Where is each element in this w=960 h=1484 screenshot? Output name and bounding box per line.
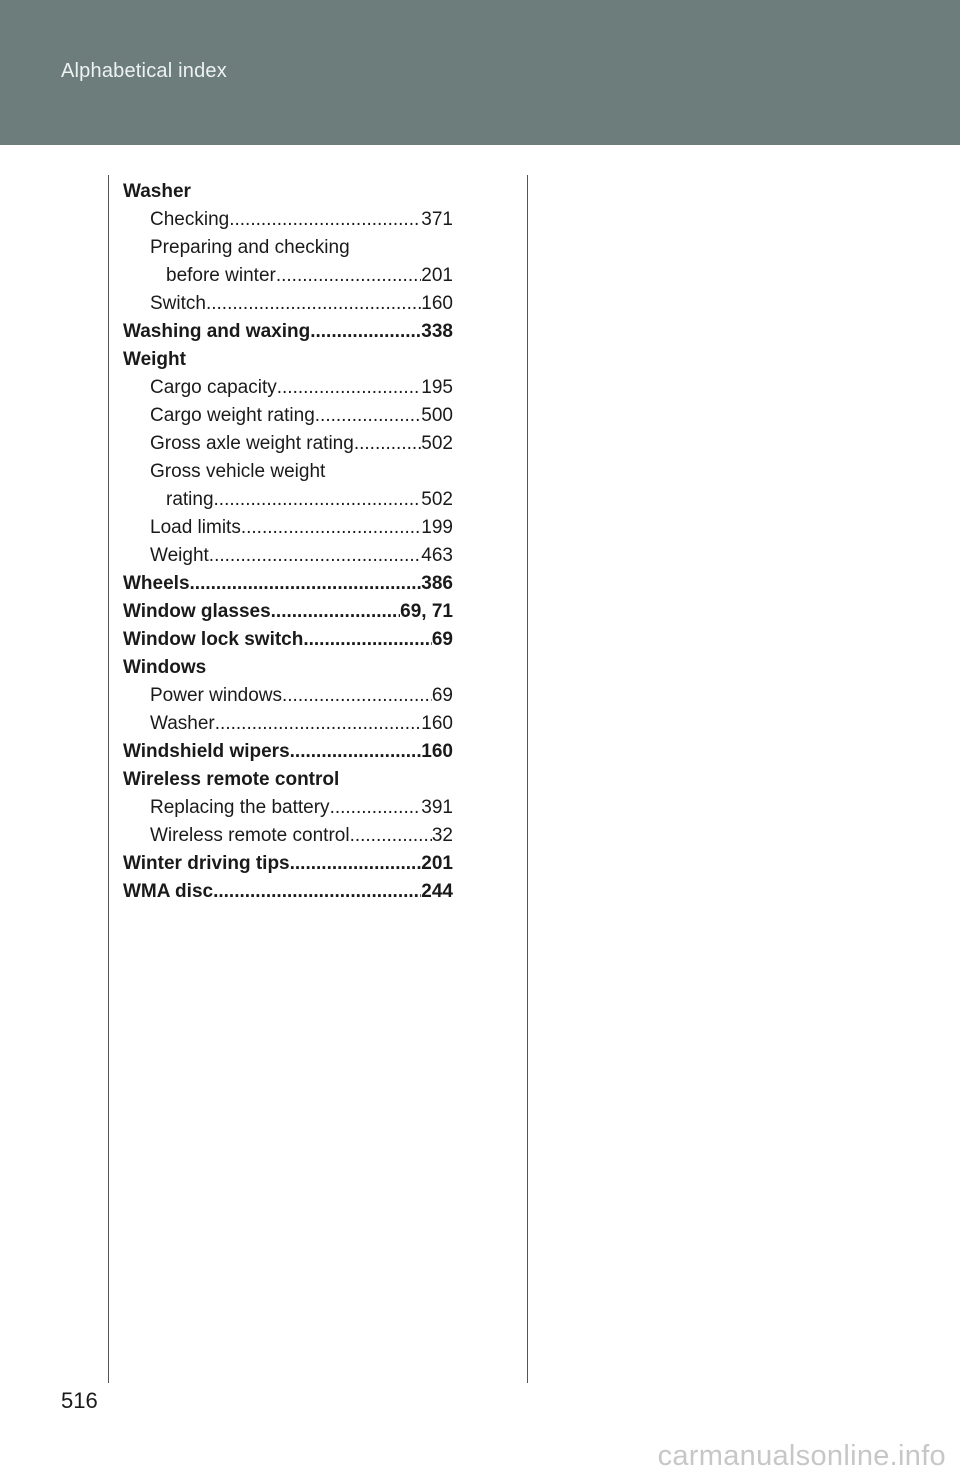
dot-leader: [354, 430, 421, 458]
index-entry-term: Washer: [150, 713, 215, 734]
index-entry-page: 502: [421, 433, 453, 454]
dot-leader: [271, 598, 401, 626]
index-entry: [123, 822, 453, 850]
dot-leader: [315, 402, 422, 430]
index-entry-page: 195: [421, 377, 453, 398]
index-entry: [123, 766, 453, 794]
index-entry-term: before winter: [166, 265, 276, 286]
index-entry: [123, 318, 453, 346]
index-entry-page: 386: [421, 573, 453, 594]
index-entry: [123, 542, 453, 570]
index-entry: [123, 234, 453, 262]
index-entry-term: Replacing the battery: [150, 797, 330, 818]
index-entry-term: Preparing and checking: [150, 237, 350, 258]
index-entry-page: 199: [421, 517, 453, 538]
index-entry-term: Window glasses: [123, 601, 271, 622]
dot-leader: [282, 682, 432, 710]
index-entry: [123, 738, 453, 766]
index-entry-term: Checking: [150, 209, 230, 230]
index-entry-page: 244: [421, 881, 453, 902]
index-entry-term: Window lock switch: [123, 629, 304, 650]
index-entry: [123, 598, 453, 626]
dot-leader: [330, 794, 422, 822]
dot-leader: [350, 822, 432, 850]
index-entry: [123, 178, 453, 206]
index-entry-page: 32: [431, 825, 453, 846]
index-entry-term: Cargo capacity: [150, 377, 277, 398]
index-entry-term: Washing and waxing: [123, 321, 311, 342]
dot-leader: [209, 542, 422, 570]
index-entry: [123, 878, 453, 906]
dot-leader: [290, 850, 422, 878]
index-entry: [123, 654, 453, 682]
index-entry: [123, 794, 453, 822]
index-entry-page: 391: [421, 797, 453, 818]
index-entry-term: Weight: [150, 545, 209, 566]
dot-leader: [276, 262, 421, 290]
watermark-text: carmanualsonline.info: [657, 1440, 946, 1472]
index-entry-page: 338: [421, 321, 453, 342]
dot-leader: [213, 878, 421, 906]
dot-leader: [215, 710, 422, 738]
index-entry: [123, 514, 453, 542]
index-entry-term: rating: [166, 489, 214, 510]
index-entry: [123, 402, 453, 430]
index-entry-page: 500: [421, 405, 453, 426]
index-entry-page: 69, 71: [400, 601, 453, 622]
index-entry: [123, 262, 453, 290]
index-list: [123, 178, 453, 906]
dot-leader: [277, 374, 422, 402]
index-entry-term: Weight: [123, 349, 186, 370]
index-entry: [123, 346, 453, 374]
index-entry-page: 463: [421, 545, 453, 566]
page-number: 516: [61, 1388, 98, 1413]
index-entry: [123, 682, 453, 710]
index-entry-term: Windows: [123, 657, 207, 678]
dot-leader: [229, 206, 421, 234]
index-entry-term: Gross vehicle weight: [150, 461, 326, 482]
index-entry: [123, 458, 453, 486]
index-entry-page: 371: [421, 209, 453, 230]
index-entry: [123, 206, 453, 234]
index-entry-term: Cargo weight rating: [150, 405, 315, 426]
index-entry-page: 160: [421, 713, 453, 734]
index-entry-term: Gross axle weight rating: [150, 433, 354, 454]
index-entry: [123, 430, 453, 458]
index-entry: [123, 486, 453, 514]
index-entry: [123, 290, 453, 318]
index-entry-term: Windshield wipers: [123, 741, 290, 762]
dot-leader: [303, 626, 432, 654]
index-entry-page: 160: [421, 741, 453, 762]
dot-leader: [214, 486, 422, 514]
index-entry: [123, 710, 453, 738]
index-entry-term: Winter driving tips: [123, 853, 290, 874]
dot-leader: [241, 514, 421, 542]
index-entry-page: 160: [421, 293, 453, 314]
dot-leader: [310, 318, 421, 346]
index-entry-page: 502: [421, 489, 453, 510]
index-entry-term: Power windows: [150, 685, 282, 706]
dot-leader: [190, 570, 422, 598]
index-entry-term: WMA disc: [123, 881, 214, 902]
index-entry-term: Switch: [150, 293, 206, 314]
column-rule-right: [527, 175, 528, 1383]
index-entry: [123, 850, 453, 878]
index-entry-page: 69: [431, 685, 453, 706]
index-entry: [123, 626, 453, 654]
index-entry-term: Wireless remote control: [150, 825, 350, 846]
index-entry: [123, 570, 453, 598]
index-entry-page: 201: [421, 265, 453, 286]
index-entry-page: 69: [431, 629, 453, 650]
index-entry-term: Washer: [123, 181, 191, 202]
dot-leader: [290, 738, 422, 766]
column-rule-left: [108, 175, 109, 1383]
index-entry-term: Wheels: [123, 573, 190, 594]
section-title: Alphabetical index: [61, 60, 227, 82]
index-entry: [123, 374, 453, 402]
index-entry-term: Wireless remote control: [123, 769, 340, 790]
header-band: [0, 0, 960, 145]
index-entry-term: Load limits: [150, 517, 241, 538]
index-entry-page: 201: [421, 853, 453, 874]
dot-leader: [206, 290, 421, 318]
